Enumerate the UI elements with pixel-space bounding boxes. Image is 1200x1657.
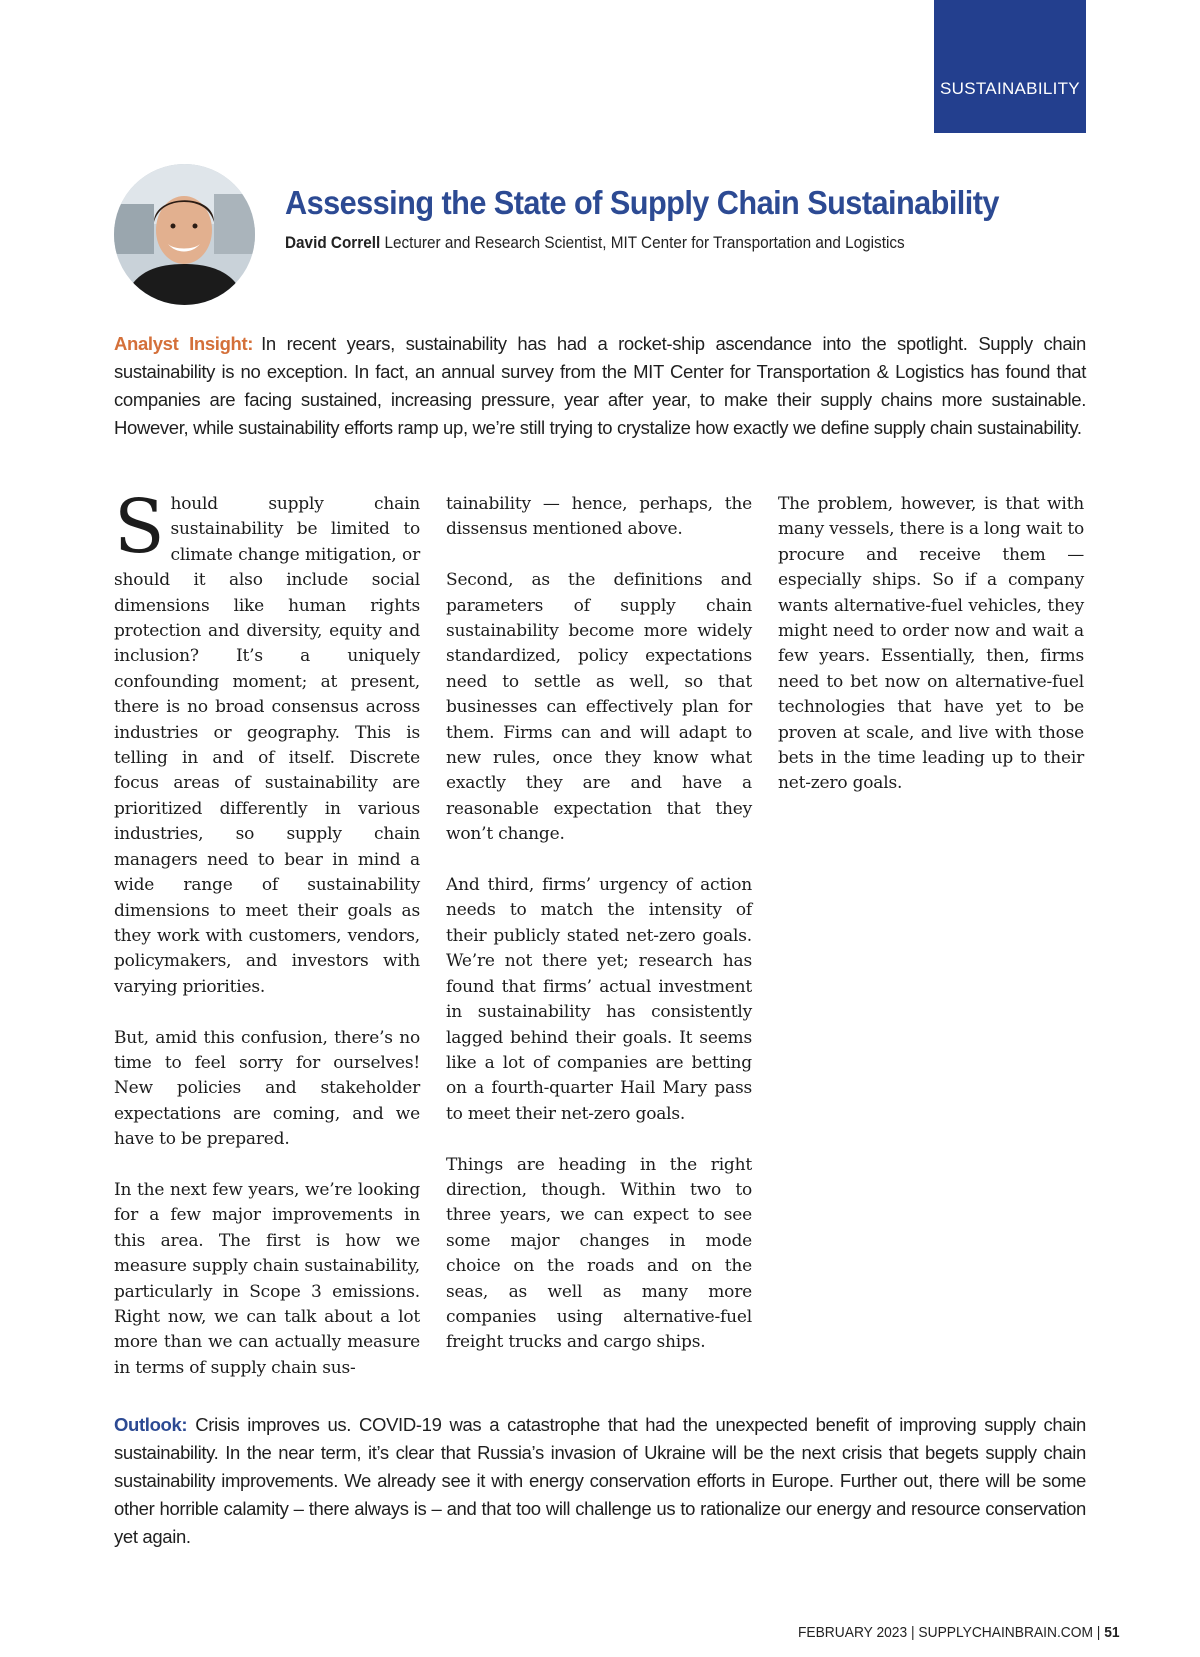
article-title: Assessing the State of Supply Chain Sustainability [285,184,999,221]
body-paragraph: And third, firms’ urgency of action needs to match the intensity of their publicly stated net-zero goals. We’re not there yet; research has found that firms’ actual investment in sustainability has consistently lagged behind their goals. It seems like a lot of companies are betting on a fourth-quarter Hail Mary pass to meet their net-zero goals. [446,875,752,1124]
body-column-1 [114,484,420,1407]
analyst-insight-text: In recent years, sustainability has had a rocket-ship ascendance into the spotlight. Supply chain sustainability is no exception. In fact, an annual survey from the MIT Center for Transportation & Logistics has found that companies are facing sustained, increasing pressure, year after year, to make their supply chains more sustainable. However, while sustainability efforts ramp up, we’re still trying to crystalize how exactly we define supply chain sustainability. [114,333,1086,438]
analyst-insight-label: Analyst Insight: [114,333,254,354]
body-paragraph: Things are heading in the right direction, though. Within two to three years, we can expect to see some major changes in mode choice on the roads and on the seas, as well as many more companies using alternative-fuel freight trucks and cargo ships. [446,1154,752,1353]
author-name: David Correll [285,233,381,252]
body-paragraph: tainability — hence, perhaps, the dissensus mentioned above. [446,494,752,540]
analyst-insight [114,330,1086,442]
page-number: 51 [1104,1624,1120,1641]
section-tag-label: SUSTAINABILITY [940,79,1080,98]
drop-cap: S [114,484,165,570]
paragraph-text: hould supply chain sustainability be limited to climate change mitigation, or should it also include social dimensions like human rights protection and diversity, equity and inclusion? It’s a uniquely confounding moment; at present, there is no broad consensus across industries or geography. This is telling in and of itself. Discrete focus areas of sustainability are prioritized differently in various industries, so supply chain managers need to bear in mind a wide range of sustainability dimensions to meet their goals as they work with customers, vendors, policymakers, and investors with varying priorities. [114,494,420,997]
body-paragraph: In the next few years, we’re looking for a few major improvements in this area. The first is how we measure supply chain sustainability, particularly in Scope 3 emissions. Right now, we can talk about a lot more than we can actually measure in terms of supply chain sus- [114,1179,420,1378]
author-photo [114,164,255,305]
section-tag [934,0,1086,133]
body-column-2 [446,492,752,1381]
body-paragraph [114,484,420,1000]
byline [285,233,1059,253]
author-role: Lecturer and Research Scientist, MIT Center for Transportation and Logistics [384,233,905,252]
body-paragraph: Second, as the definitions and parameters of supply chain sustainability become more widely standardized, policy expectations need to settle as well, so that businesses can effectively plan for them. Firms can and will adapt to new rules, once they know what exactly they are and have a reasonable expectation that they won’t change. [446,570,752,845]
footer-issue: FEBRUARY 2023 | SUPPLYCHAINBRAIN.COM | [798,1624,1101,1641]
body-column-3 [778,492,1084,822]
author-portrait-image [114,164,255,305]
body-paragraph: But, amid this confusion, there’s no time to feel sorry for ourselves! New policies and stakeholder expectations are coming, and we have to be prepared. [114,1027,420,1150]
outlook-text: Crisis improves us. COVID-19 was a catastrophe that had the unexpected benefit of improving supply chain sustainability. In the near term, it’s clear that Russia’s invasion of Ukraine will be the next crisis that begets supply chain sustainability improvements. We already see it with energy conservation efforts in Europe. Further out, there will be some other horrible calamity – there always is – and that too will challenge us to rationalize our energy and resource conservation yet again. [114,1414,1086,1547]
body-paragraph: The problem, however, is that with many vessels, there is a long wait to procure and receive them —especially ships. So if a company wants alternative-fuel vehicles, they might need to order now and wait a few years. Essentially, then, firms need to bet now on alternative-fuel technologies that have yet to be proven at scale, and live with those bets in the time leading up to their net-zero goals. [778,494,1084,794]
outlook-label: Outlook: [114,1414,188,1435]
outlook [114,1411,1086,1551]
page-footer [798,1624,1120,1641]
